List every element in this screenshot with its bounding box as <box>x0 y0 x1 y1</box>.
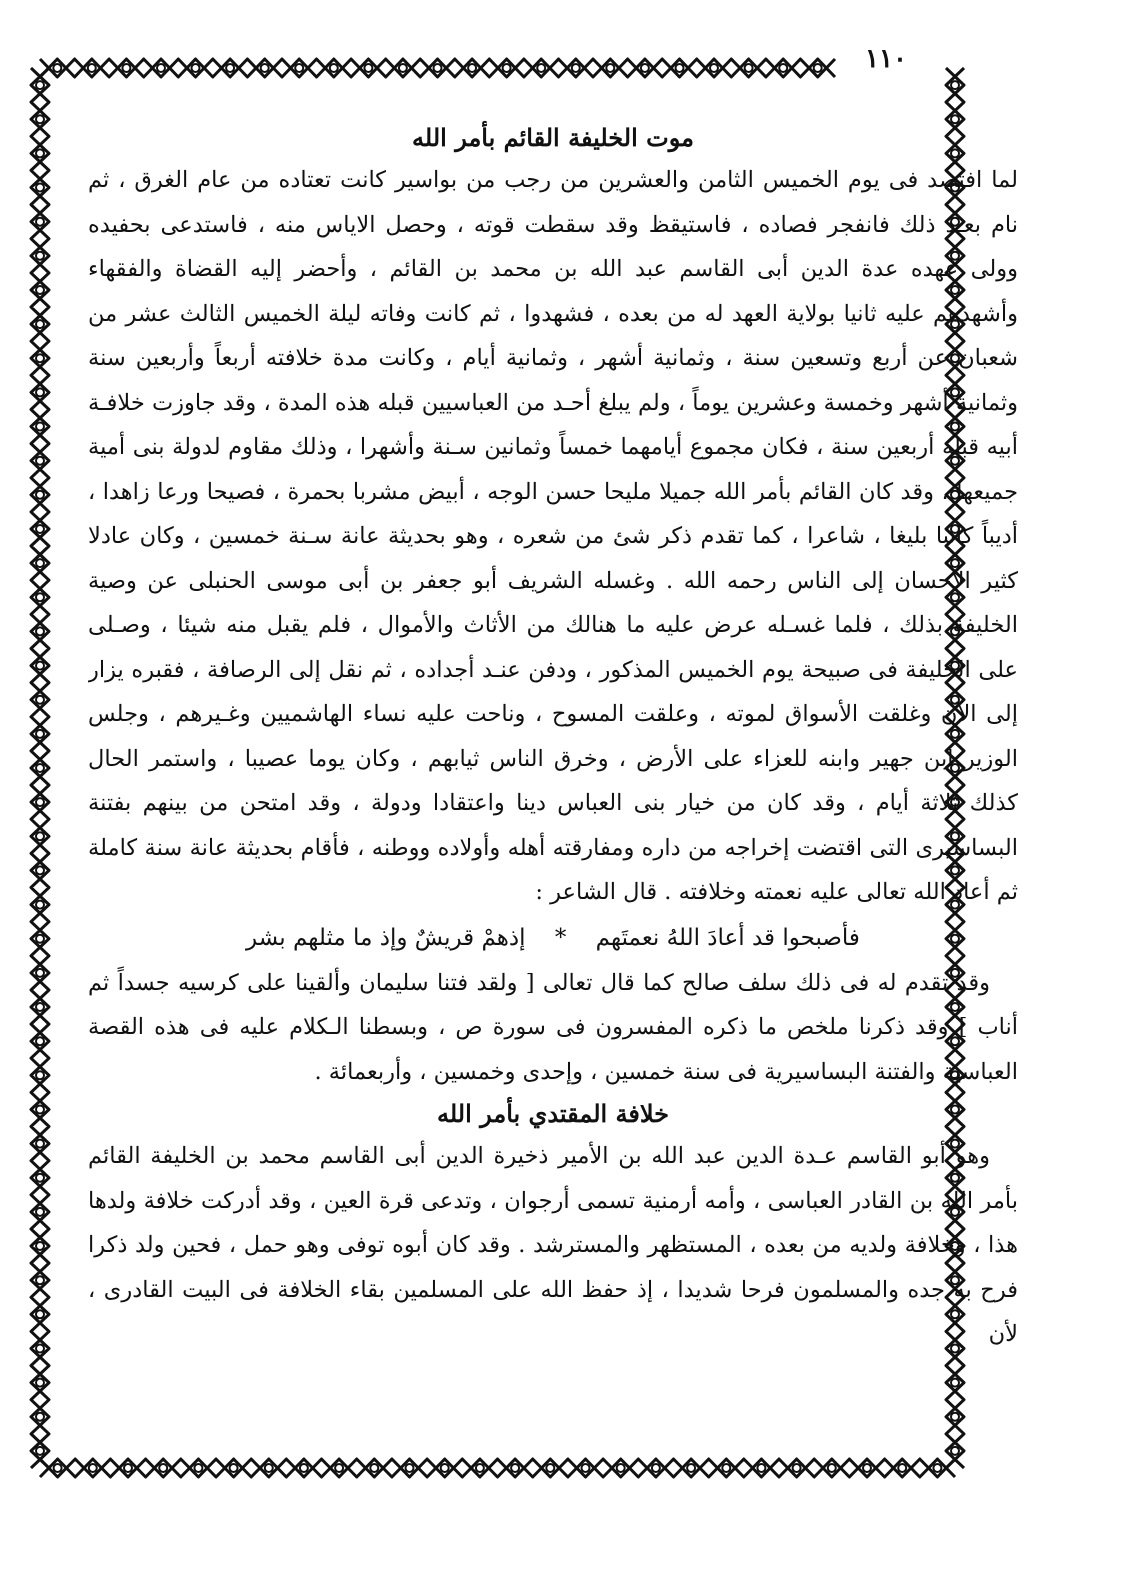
border-top-knot <box>814 64 822 72</box>
border-left-knot <box>36 286 44 294</box>
border-bottom-knot <box>335 1464 343 1472</box>
border-left-knot <box>36 696 44 704</box>
border-left-knot <box>36 627 44 635</box>
border-left-knot <box>36 1208 44 1216</box>
border-bottom-knot <box>757 1464 765 1472</box>
border-top-knot <box>399 64 407 72</box>
border-bottom-knot <box>406 1464 414 1472</box>
border-top-knot <box>226 64 234 72</box>
border-top-knot <box>122 64 130 72</box>
border-left-knot <box>36 457 44 465</box>
border-top-knot <box>779 64 787 72</box>
border-bottom-knot <box>722 1464 730 1472</box>
border-top-knot <box>434 64 442 72</box>
border-left-knot <box>36 730 44 738</box>
border-left-knot <box>36 354 44 362</box>
border-left-knot <box>36 866 44 874</box>
border-left-knot <box>36 1174 44 1182</box>
border-left-knot <box>36 184 44 192</box>
border-bottom-knot <box>370 1464 378 1472</box>
border-top-knot <box>330 64 338 72</box>
section-heading-caliphate-muqtadi: خلافة المقتدي بأمر الله <box>436 1099 670 1128</box>
border-left-knot <box>36 1140 44 1148</box>
paragraph: وهو أبو القاسم عـدة الدين عبد الله بن الأمير ذخيرة الدين أبى القاسم محمد بن الخليفة القائم بأمر الله بن القادر العباسى ، وأمه أرمنية تسمى أرجوان ، وتدعى قرة العين ، وقد أدركت خلافة ولدها هذا ، وخلافة ولديه من بعده ، المستظهر والمسترشد . وقد كان أبوه توفى وهو حمل ، فحين ولد ذكرا فرح به جده والمسلمون فرحا شديدا ، إذ حفظ الله على المسلمين بقاء الخلافة فى البيت القادرى ، لأن <box>88 1143 1018 1347</box>
section-heading-death-of-caliph: موت الخليفة القائم بأمر الله <box>412 123 694 152</box>
border-left-knot <box>36 1276 44 1284</box>
border-left-knot <box>36 423 44 431</box>
border-left-strand <box>31 68 49 1468</box>
border-bottom-knot <box>617 1464 625 1472</box>
border-top-knot <box>537 64 545 72</box>
border-left-knot <box>36 1071 44 1079</box>
border-bottom-knot <box>582 1464 590 1472</box>
border-left-knot <box>36 935 44 943</box>
verse-hemistich: إذهمْ قريشٌ وإذ ما مثلهم بشر <box>246 924 526 951</box>
border-bottom-knot <box>687 1464 695 1472</box>
border-top-knot <box>606 64 614 72</box>
border-left-knot <box>36 1447 44 1455</box>
border-bottom-knot <box>89 1464 97 1472</box>
paragraph: لما افتصد فى يوم الخميس الثامن والعشرين من رجب من بواسير كانت تعتاده من عام الغرق ، ثم نام بعـد ذلك فانفجر فصاده ، فاستيقظ وقد سقطت قوته ، وحصل الاياس منه ، فاستدعى بحفيده وولى عهده عدة الدين أبى القاسم عبد الله بن محمد بن القائم ، وأحضر إليه القضاة والفقهاء وأشهدهم عليه ثانيا بولاية العهد له من بعده ، فشهدوا ، ثم كانت وفاته ليلة الخميس الثالث عشر من شعبان عن أربع وتسعين سنة ، وثمانية أشهر ، وثمانية أيام ، وكانت مدة خلافته أربعاً وأربعين سنة وثمانية أشهر وخمسة وعشرين يوماً ، ولم يبلغ أحـد من العباسيين قبله هذه المدة ، وقد جاوزت خلافـة أبيه قبله أربعين سنة ، فكان مجموع أيامهما خمساً وثمانين سـنة وأشهرا ، وذلك مقاوم لدولة بنى أمية جميعها ، وقد كان القائم بأمر الله جميلا مليحا حسن الوجه ، أبيض مشربا بحمرة ، فصيحا ورعا زاهدا ، أديباً كاتبا بليغا ، شاعرا ، كما تقدم ذكر شئ من شعره ، وهو بحديثة عانة سـنة خمسين ، وكان عادلا كثير الاحسان إلى الناس رحمه الله . وغسله الشريف أبو جعفر بن أبى موسى الحنبلى عن وصية الخليفة بذلك ، فلما غسـله عرض عليه ما هنالك من الأثاث والأموال ، فلم يقبل منه شيئا ، وصـلى على الخليفة فى صبيحة يوم الخميس المذكور ، ودفن عنـد أجداده ، ثم نقل إلى الرصافة ، فقبره يزار إلى الآن وغلقت الأسواق لموته ، وعلقت المسوح ، وناحت عليه نساء الهاشميين وغـيرهم ، وجلس الوزير ابن جهير وابنه للعزاء على الأرض ، وخرق الناس ثيابهم ، وكان يوما عصيبا ، واستمر الحال كذلك ثلاثة أيام ، وقد كان من خيار بنى العباس دينا واعتقادا ودولة ، وقد امتحن من بينهم بفتنة البساسيرى التى اقتضت إخراجه من داره ومفارقته أهله وأولاده ووطنه ، فأقام بحديثة عانة سنة كاملة ثم أعاد الله تعالى عليه نعمته وخلافته . قال الشاعر : <box>88 167 1018 905</box>
border-top-knot <box>157 64 165 72</box>
border-bottom-knot <box>265 1464 273 1472</box>
border-bottom-knot <box>159 1464 167 1472</box>
border-left-knot <box>36 764 44 772</box>
border-top-knot <box>572 64 580 72</box>
border-left-knot <box>36 1106 44 1114</box>
border-left-knot <box>36 593 44 601</box>
border-left-knot <box>36 559 44 567</box>
border-left-knot <box>36 1037 44 1045</box>
border-bottom-knot <box>652 1464 660 1472</box>
border-top-knot <box>745 64 753 72</box>
border-bottom-knot <box>124 1464 132 1472</box>
border-bottom-knot <box>863 1464 871 1472</box>
border-bottom-knot <box>476 1464 484 1472</box>
border-bottom-knot <box>54 1464 62 1472</box>
border-left-knot <box>36 525 44 533</box>
border-left-knot <box>36 1310 44 1318</box>
border-left-knot <box>36 388 44 396</box>
border-bottom-knot <box>828 1464 836 1472</box>
border-right-knot <box>951 1447 959 1455</box>
border-top-knot <box>468 64 476 72</box>
border-bottom-knot <box>933 1464 941 1472</box>
border-left-knot <box>36 798 44 806</box>
border-top-knot <box>192 64 200 72</box>
border-left-knot <box>36 662 44 670</box>
border-left-knot <box>36 218 44 226</box>
border-top-knot <box>676 64 684 72</box>
verse-hemistich: فأصبحوا قد أعادَ اللهُ نعمتَهم <box>595 924 860 951</box>
border-left-knot <box>36 320 44 328</box>
border-top-knot <box>710 64 718 72</box>
border-left-knot <box>36 81 44 89</box>
border-bottom-knot <box>441 1464 449 1472</box>
border-top-knot <box>503 64 511 72</box>
border-left-strand <box>31 68 49 1468</box>
border-left-knot <box>36 115 44 123</box>
border-left-knot <box>36 1003 44 1011</box>
border-left-knot <box>36 149 44 157</box>
poetry-verse <box>88 915 1018 961</box>
border-bottom-knot <box>898 1464 906 1472</box>
border-top-knot <box>88 64 96 72</box>
border-right-knot <box>951 81 959 89</box>
border-left-knot <box>36 1242 44 1250</box>
border-top-knot <box>261 64 269 72</box>
border-top-knot <box>53 64 61 72</box>
border-left-knot <box>36 1413 44 1421</box>
border-bottom-knot <box>546 1464 554 1472</box>
border-left-knot <box>36 969 44 977</box>
border-left-knot <box>36 832 44 840</box>
border-left-knot <box>36 491 44 499</box>
border-bottom-knot <box>230 1464 238 1472</box>
border-left-knot <box>36 252 44 260</box>
page-number: ١١٠ <box>865 44 907 74</box>
border-bottom-knot <box>511 1464 519 1472</box>
page-body <box>88 118 1018 1448</box>
verse-separator: * <box>554 924 567 951</box>
border-bottom-knot <box>194 1464 202 1472</box>
border-left-knot <box>36 1345 44 1353</box>
border-left-knot <box>36 1379 44 1387</box>
border-bottom-knot <box>793 1464 801 1472</box>
paragraph: وقد تقدم له فى ذلك سلف صالح كما قال تعالى [ ولقد فتنا سليمان وألقينا على كرسيه جسداً ثم أناب ] وقد ذكرنا ملخص ما ذكره المفسرون فى سورة ص ، وبسطنا الـكلام عليه فى هذه القصة العباسية والفتنة البساسيرية فى سنة خمسين ، وإحدى وخمسين ، وأربعمائة . <box>88 969 1018 1085</box>
border-left-knot <box>36 901 44 909</box>
border-top-knot <box>295 64 303 72</box>
border-top-knot <box>364 64 372 72</box>
border-bottom-knot <box>300 1464 308 1472</box>
border-top-knot <box>641 64 649 72</box>
